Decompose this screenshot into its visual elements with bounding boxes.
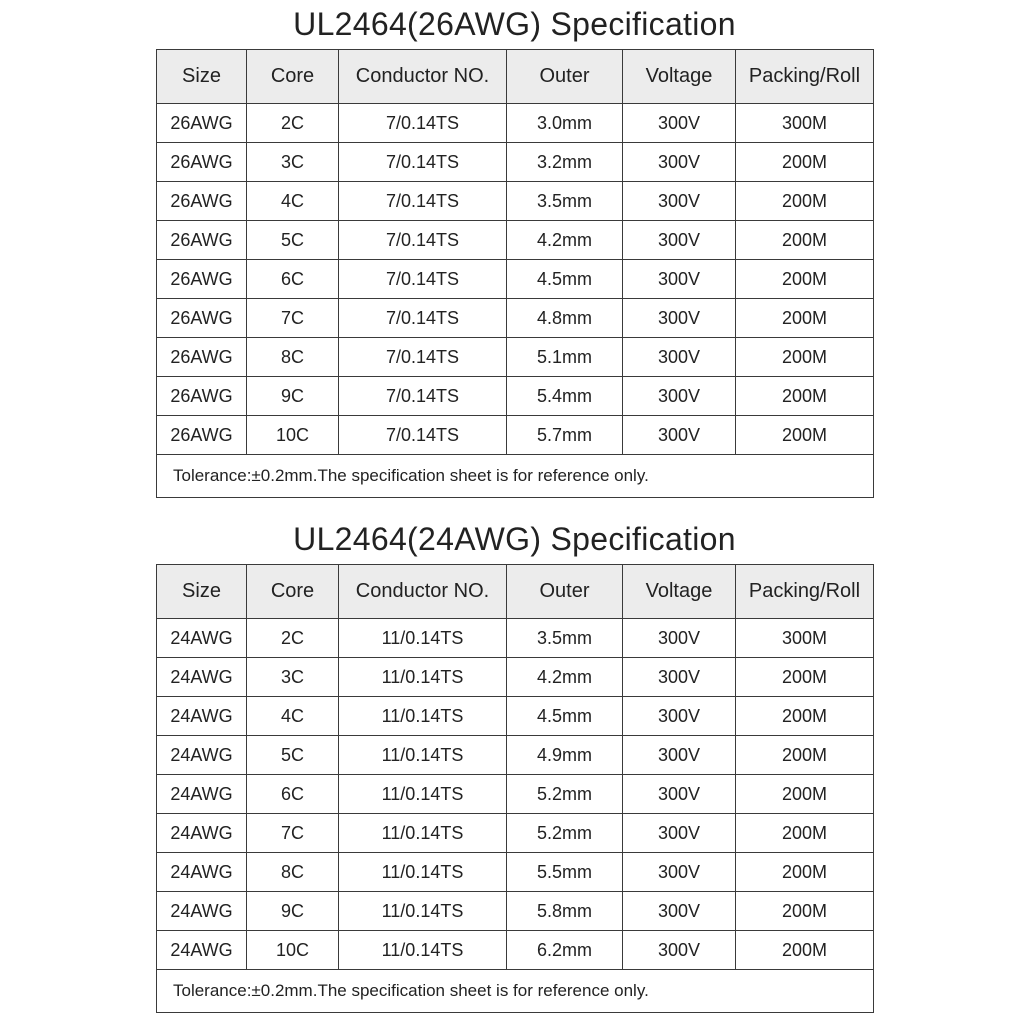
cell-outer: 5.2mm [507, 814, 623, 853]
cell-size: 26AWG [157, 299, 247, 338]
table-row [157, 182, 874, 221]
cell-size: 26AWG [157, 338, 247, 377]
spec-section-24awg [156, 515, 873, 1013]
cell-size: 24AWG [157, 814, 247, 853]
cell-conductor: 7/0.14TS [339, 104, 507, 143]
cell-packing: 200M [736, 775, 874, 814]
cell-packing: 300M [736, 619, 874, 658]
cell-size: 24AWG [157, 892, 247, 931]
column-header-packing: Packing/Roll [736, 50, 874, 104]
cell-conductor: 7/0.14TS [339, 377, 507, 416]
spec-title: UL2464(24AWG) Specification [293, 521, 736, 557]
cell-conductor: 7/0.14TS [339, 299, 507, 338]
spec-section-26awg [156, 0, 873, 498]
cell-conductor: 7/0.14TS [339, 338, 507, 377]
cell-outer: 4.8mm [507, 299, 623, 338]
cell-outer: 4.5mm [507, 697, 623, 736]
cell-packing: 200M [736, 377, 874, 416]
table-row [157, 338, 874, 377]
cell-packing: 200M [736, 143, 874, 182]
column-header-core: Core [247, 50, 339, 104]
cell-voltage: 300V [623, 658, 736, 697]
cell-size: 26AWG [157, 104, 247, 143]
cell-voltage: 300V [623, 260, 736, 299]
cell-packing: 300M [736, 104, 874, 143]
cell-core: 5C [247, 221, 339, 260]
cell-core: 5C [247, 736, 339, 775]
cell-voltage: 300V [623, 814, 736, 853]
cell-voltage: 300V [623, 182, 736, 221]
spec-title: UL2464(26AWG) Specification [293, 6, 736, 42]
cell-conductor: 7/0.14TS [339, 143, 507, 182]
cell-outer: 5.5mm [507, 853, 623, 892]
table-row [157, 619, 874, 658]
cell-voltage: 300V [623, 104, 736, 143]
cell-core: 2C [247, 104, 339, 143]
cell-outer: 3.0mm [507, 104, 623, 143]
table-header-row [157, 50, 874, 104]
table-row [157, 221, 874, 260]
cell-size: 24AWG [157, 619, 247, 658]
column-header-outer: Outer [507, 50, 623, 104]
cell-packing: 200M [736, 697, 874, 736]
column-header-packing: Packing/Roll [736, 565, 874, 619]
cell-size: 26AWG [157, 260, 247, 299]
cell-voltage: 300V [623, 697, 736, 736]
cell-voltage: 300V [623, 736, 736, 775]
cell-packing: 200M [736, 853, 874, 892]
cell-size: 26AWG [157, 182, 247, 221]
cell-outer: 3.5mm [507, 182, 623, 221]
cell-outer: 4.9mm [507, 736, 623, 775]
tolerance-note-row [157, 455, 874, 498]
cell-outer: 3.2mm [507, 143, 623, 182]
cell-conductor: 7/0.14TS [339, 260, 507, 299]
cell-size: 24AWG [157, 697, 247, 736]
cell-size: 26AWG [157, 143, 247, 182]
table-row [157, 658, 874, 697]
cell-conductor: 11/0.14TS [339, 736, 507, 775]
cell-packing: 200M [736, 182, 874, 221]
cell-core: 2C [247, 619, 339, 658]
table-row [157, 260, 874, 299]
spec-table [156, 49, 874, 498]
column-header-voltage: Voltage [623, 50, 736, 104]
cell-voltage: 300V [623, 853, 736, 892]
cell-conductor: 11/0.14TS [339, 658, 507, 697]
cell-packing: 200M [736, 416, 874, 455]
column-header-size: Size [157, 565, 247, 619]
table-row [157, 416, 874, 455]
spec-table [156, 564, 874, 1013]
table-row [157, 775, 874, 814]
column-header-size: Size [157, 50, 247, 104]
cell-outer: 5.4mm [507, 377, 623, 416]
cell-core: 10C [247, 416, 339, 455]
cell-packing: 200M [736, 658, 874, 697]
tolerance-note: Tolerance:±0.2mm.The specification sheet is for reference only. [157, 970, 874, 1013]
cell-conductor: 11/0.14TS [339, 931, 507, 970]
column-header-outer: Outer [507, 565, 623, 619]
cell-voltage: 300V [623, 892, 736, 931]
table-header-row [157, 565, 874, 619]
cell-packing: 200M [736, 299, 874, 338]
column-header-conductor: Conductor NO. [339, 565, 507, 619]
cell-core: 7C [247, 299, 339, 338]
cell-core: 8C [247, 338, 339, 377]
cell-core: 9C [247, 377, 339, 416]
table-row [157, 853, 874, 892]
table-row [157, 143, 874, 182]
cell-core: 3C [247, 143, 339, 182]
tolerance-note: Tolerance:±0.2mm.The specification sheet is for reference only. [157, 455, 874, 498]
cell-outer: 5.7mm [507, 416, 623, 455]
table-row [157, 736, 874, 775]
cell-voltage: 300V [623, 775, 736, 814]
cell-size: 24AWG [157, 736, 247, 775]
tolerance-note-row [157, 970, 874, 1013]
cell-conductor: 11/0.14TS [339, 775, 507, 814]
column-header-voltage: Voltage [623, 565, 736, 619]
cell-core: 9C [247, 892, 339, 931]
cell-voltage: 300V [623, 619, 736, 658]
cell-core: 4C [247, 182, 339, 221]
cell-packing: 200M [736, 260, 874, 299]
cell-packing: 200M [736, 736, 874, 775]
cell-core: 7C [247, 814, 339, 853]
cell-conductor: 7/0.14TS [339, 221, 507, 260]
cell-conductor: 11/0.14TS [339, 697, 507, 736]
cell-size: 24AWG [157, 775, 247, 814]
cell-outer: 5.1mm [507, 338, 623, 377]
cell-conductor: 11/0.14TS [339, 892, 507, 931]
cell-core: 3C [247, 658, 339, 697]
cell-packing: 200M [736, 221, 874, 260]
table-row [157, 697, 874, 736]
cell-voltage: 300V [623, 338, 736, 377]
cell-outer: 6.2mm [507, 931, 623, 970]
cell-core: 6C [247, 260, 339, 299]
cell-outer: 4.5mm [507, 260, 623, 299]
cell-core: 4C [247, 697, 339, 736]
cell-conductor: 11/0.14TS [339, 853, 507, 892]
table-row [157, 892, 874, 931]
cell-core: 8C [247, 853, 339, 892]
cell-packing: 200M [736, 892, 874, 931]
cell-outer: 4.2mm [507, 658, 623, 697]
table-row [157, 931, 874, 970]
cell-size: 24AWG [157, 931, 247, 970]
cell-packing: 200M [736, 931, 874, 970]
table-row [157, 104, 874, 143]
cell-outer: 4.2mm [507, 221, 623, 260]
cell-voltage: 300V [623, 416, 736, 455]
cell-conductor: 11/0.14TS [339, 814, 507, 853]
table-row [157, 377, 874, 416]
cell-conductor: 7/0.14TS [339, 416, 507, 455]
cell-outer: 5.8mm [507, 892, 623, 931]
column-header-core: Core [247, 565, 339, 619]
cell-size: 24AWG [157, 853, 247, 892]
cell-voltage: 300V [623, 221, 736, 260]
cell-core: 6C [247, 775, 339, 814]
cell-conductor: 11/0.14TS [339, 619, 507, 658]
cell-voltage: 300V [623, 143, 736, 182]
cell-outer: 5.2mm [507, 775, 623, 814]
cell-packing: 200M [736, 338, 874, 377]
cell-conductor: 7/0.14TS [339, 182, 507, 221]
column-header-conductor: Conductor NO. [339, 50, 507, 104]
cell-size: 24AWG [157, 658, 247, 697]
cell-core: 10C [247, 931, 339, 970]
table-row [157, 814, 874, 853]
cell-size: 26AWG [157, 377, 247, 416]
cell-voltage: 300V [623, 299, 736, 338]
cell-size: 26AWG [157, 221, 247, 260]
cell-outer: 3.5mm [507, 619, 623, 658]
table-row [157, 299, 874, 338]
cell-size: 26AWG [157, 416, 247, 455]
cell-packing: 200M [736, 814, 874, 853]
cell-voltage: 300V [623, 931, 736, 970]
cell-voltage: 300V [623, 377, 736, 416]
